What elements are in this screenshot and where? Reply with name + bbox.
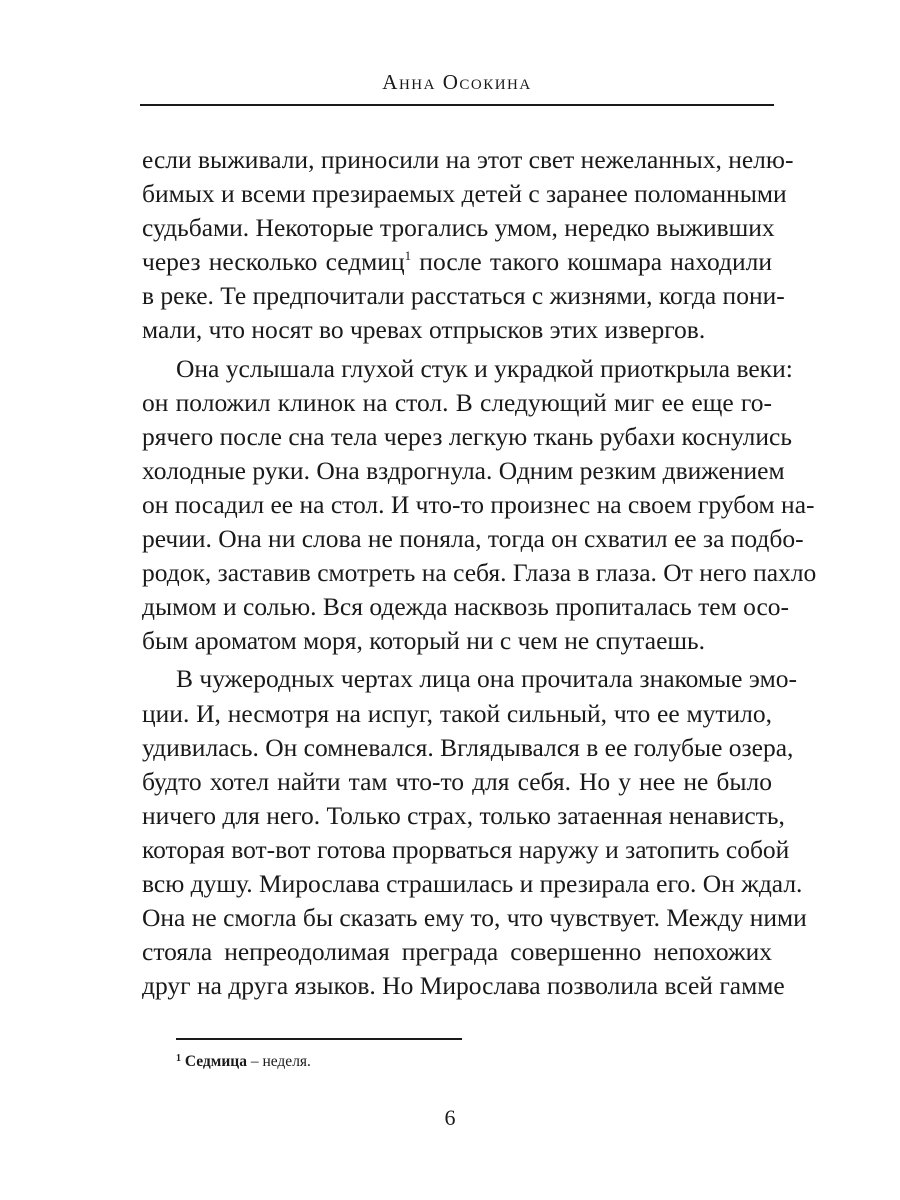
- text-fragment: после такого кошмара находили: [419, 247, 773, 277]
- text-line: он положил клинок на стол. В следующий миг ее еще го-: [142, 387, 772, 417]
- text-line: Она не смогла бы сказать ему то, что чувствует. Между ними: [142, 903, 807, 933]
- text-line: рячего после сна тела через легкую ткань рубахи коснулись: [142, 421, 792, 451]
- text-line: бимых и всеми презираемых детей с заранее поломанными: [142, 179, 787, 209]
- footnote: [176, 1049, 736, 1072]
- footnote-number: 1: [176, 1053, 181, 1064]
- text-line: он посадил ее на стол. И что-то произнес на своем грубом на-: [142, 489, 815, 519]
- body-text: [142, 143, 817, 1003]
- footnote-term: Седмица: [184, 1053, 247, 1070]
- text-line: бым ароматом моря, который ни с чем не спутаешь.: [142, 626, 706, 656]
- footnote-definition: – неделя.: [246, 1053, 311, 1070]
- text-line: друг на друга языков. Но Мирослава позволила всей гамме: [142, 971, 785, 1001]
- text-line: стояла непреодолимая преграда совершенно непохожих: [142, 937, 772, 967]
- text-line: дымом и солью. Вся одежда насквозь пропиталась тем осо-: [142, 592, 790, 622]
- header-rule: [140, 104, 774, 106]
- text-line: ции. И, несмотря на испуг, такой сильный, что ее мутило,: [142, 698, 772, 728]
- running-head-author: Анна Осокина: [382, 70, 532, 94]
- text-line-with-footnote: [142, 245, 772, 279]
- text-line: если выживали, приносили на этот свет нежеланных, нелю-: [142, 145, 794, 174]
- text-line: Она услышала глухой стук и украдкой приоткрыла веки:: [176, 353, 793, 383]
- page-number: 6: [444, 1105, 456, 1130]
- footnote-rule: [176, 1038, 462, 1040]
- text-line: родок, заставив смотреть на себя. Глаза в глаза. От него пахло: [142, 558, 817, 588]
- text-line: судьбами. Некоторые трогались умом, нередко выживших: [142, 213, 775, 243]
- text-line: всю душу. Мирослава страшилась и презирала его. Он ждал.: [142, 868, 803, 898]
- text-line: холодные руки. Она вздрогнула. Одним резким движением: [142, 455, 785, 485]
- text-fragment: через несколько седмиц: [142, 247, 405, 277]
- text-line: будто хотел найти там что-то для себя. Но у нее не было: [142, 766, 772, 796]
- text-line: мали, что носят во чревах отпрысков этих извергов.: [142, 315, 706, 345]
- text-line: которая вот-вот готова прорваться наружу и затопить собой: [142, 834, 790, 864]
- footnote-reference: 1: [404, 248, 412, 264]
- text-line: В чужеродных чертах лица она прочитала знакомые эмо-: [176, 664, 797, 694]
- text-line: ничего для него. Только страх, только затаенная ненависть,: [142, 800, 785, 830]
- text-line: в реке. Те предпочитали расстаться с жизнями, когда пони-: [142, 281, 785, 311]
- text-line: удивилась. Он сомневался. Вглядывался в ее голубые озера,: [142, 732, 794, 762]
- text-line: речии. Она ни слова не поняла, тогда он схватил ее за подбо-: [142, 524, 804, 554]
